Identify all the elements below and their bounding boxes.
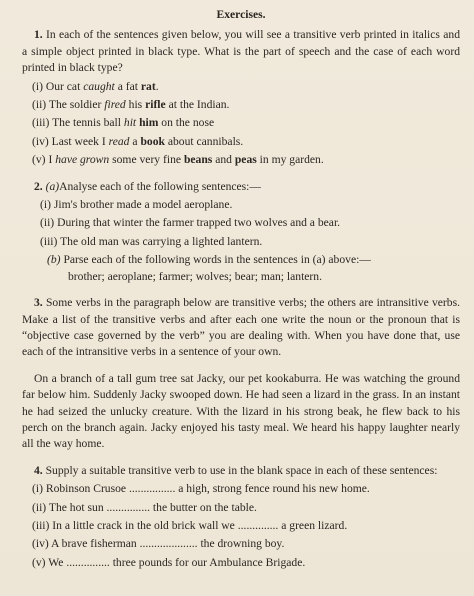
item-label: (iii)	[32, 518, 50, 532]
list-item	[40, 215, 460, 231]
item-text: and	[215, 153, 232, 167]
answer-blank: ................	[128, 482, 176, 496]
item-label: (v)	[32, 555, 46, 569]
italic-verb: read	[108, 134, 130, 148]
list-item	[32, 134, 460, 150]
question-text: Analyse each of the following sentences:—	[59, 179, 262, 193]
item-text: We	[48, 555, 64, 569]
list-item	[40, 234, 460, 250]
item-text: at the Indian.	[168, 98, 230, 112]
item-text: .	[155, 79, 159, 93]
list-item	[32, 555, 460, 571]
question-1	[22, 27, 460, 76]
item-label: (v)	[32, 153, 46, 167]
list-item	[32, 481, 460, 497]
question-4	[22, 463, 460, 571]
answer-blank: ....................	[139, 537, 198, 551]
question-number: 3.	[34, 296, 43, 310]
item-text: Jim's brother made a model aeroplane.	[53, 198, 233, 212]
item-text: some very fine	[112, 153, 182, 167]
item-text: The soldier	[48, 98, 102, 112]
list-item	[32, 500, 460, 516]
question-2-part-b	[47, 252, 460, 268]
item-label: (iii)	[32, 116, 50, 130]
item-label: (i)	[32, 79, 43, 93]
item-text: The tennis ball	[52, 116, 121, 130]
list-item	[32, 518, 460, 534]
answer-blank: ..............	[237, 518, 279, 532]
bold-object: peas	[234, 153, 257, 167]
item-text: his	[128, 98, 143, 112]
list-item	[32, 97, 460, 113]
part-label: (b)	[47, 253, 61, 267]
item-label: (ii)	[32, 500, 47, 514]
item-text: three pounds for our Ambulance Brigade.	[112, 555, 306, 569]
question-text: In each of the sentences given below, you will see a transitive verb printed in italics and a simple object printed in black type. What is the part of speech and the case of each word printed in black type?	[22, 28, 460, 75]
item-text: During that winter the farmer trapped two wolves and a bear.	[57, 216, 341, 230]
item-text: Last week I	[51, 134, 106, 148]
bold-object: beans	[183, 153, 213, 167]
italic-verb: have grown	[55, 153, 110, 167]
reading-passage: On a branch of a tall gum tree sat Jacky, our pet kookaburra. He was watching the ground far below him. Suddenly Jacky swooped down. He had seen a lizard in the grass. In an instant he had seized the unlucky creature. With the lizard in his strong beak, he flew back to his perch on the branch again. Jacky enjoyed his tasty meal. We heard his happy laughter nearly all the way home.	[22, 371, 460, 451]
item-label: (ii)	[40, 216, 55, 230]
answer-blank: ...............	[106, 500, 151, 514]
question-1-items	[22, 79, 460, 169]
question-4-items	[22, 481, 460, 571]
item-text: Robinson Crusoe	[45, 482, 127, 496]
italic-verb: caught	[83, 79, 115, 93]
item-label: (iii)	[40, 234, 58, 248]
bold-object: book	[140, 134, 165, 148]
item-label: (iv)	[32, 134, 49, 148]
item-text: Our cat	[45, 79, 81, 93]
item-text: The old man was carrying a lighted lantern.	[60, 234, 263, 248]
question-3-text	[22, 295, 460, 361]
list-item	[40, 197, 460, 213]
list-item	[32, 79, 460, 95]
item-label: (i)	[40, 198, 51, 212]
item-text: the drowning boy.	[200, 537, 285, 551]
answer-blank: ...............	[66, 555, 110, 569]
list-item	[32, 115, 460, 131]
item-text: a fat	[117, 79, 138, 93]
item-text: a high, strong fence round his new home.	[178, 482, 370, 496]
item-text: A brave fisherman	[51, 537, 137, 551]
item-text: a green lizard.	[281, 518, 348, 532]
question-text: Supply a suitable transitive verb to use in the blank space in each of these sentences:	[45, 463, 438, 477]
parse-word-list: brother; aeroplane; farmer; wolves; bear; man; lantern.	[68, 269, 322, 283]
item-text: about cannibals.	[167, 134, 244, 148]
question-3	[22, 295, 460, 453]
bold-object: rifle	[145, 98, 166, 112]
item-text: the butter on the table.	[152, 500, 257, 514]
item-text: In a little crack in the old brick wall we	[52, 518, 235, 532]
question-text: Some verbs in the paragraph below are transitive verbs; the others are intransitive verbs. Make a list of the transitive verbs and after each one write the noun or the pronoun that is “objective case governed by the verb” you are dealing with. When you have done that, use each of the intransitive verbs in a sentence of your own.	[22, 296, 460, 359]
question-number: 1.	[34, 28, 43, 42]
question-2-items	[22, 197, 460, 250]
item-text: on the nose	[161, 116, 215, 130]
question-4-text	[22, 463, 460, 479]
page-title: Exercises.	[216, 8, 266, 21]
question-number: 4.	[34, 463, 43, 477]
item-text: I	[48, 153, 53, 167]
item-label: (i)	[32, 482, 43, 496]
bold-object: rat	[140, 79, 156, 93]
item-label: (iv)	[32, 537, 49, 551]
bold-object: him	[139, 116, 159, 130]
item-text: The hot sun	[48, 500, 104, 514]
part-label: (a)	[45, 179, 60, 193]
item-text: in my garden.	[259, 153, 324, 167]
question-number: 2.	[34, 179, 43, 193]
italic-verb: hit	[123, 116, 137, 130]
italic-verb: fired	[104, 98, 126, 112]
item-text: a	[132, 134, 138, 148]
question-2-part-a	[34, 179, 460, 195]
question-text: Parse each of the following words in the sentences in (a) above:—	[63, 253, 371, 267]
question-2	[22, 179, 460, 285]
list-item	[32, 536, 460, 552]
list-item	[32, 152, 460, 168]
item-label: (ii)	[32, 98, 47, 112]
